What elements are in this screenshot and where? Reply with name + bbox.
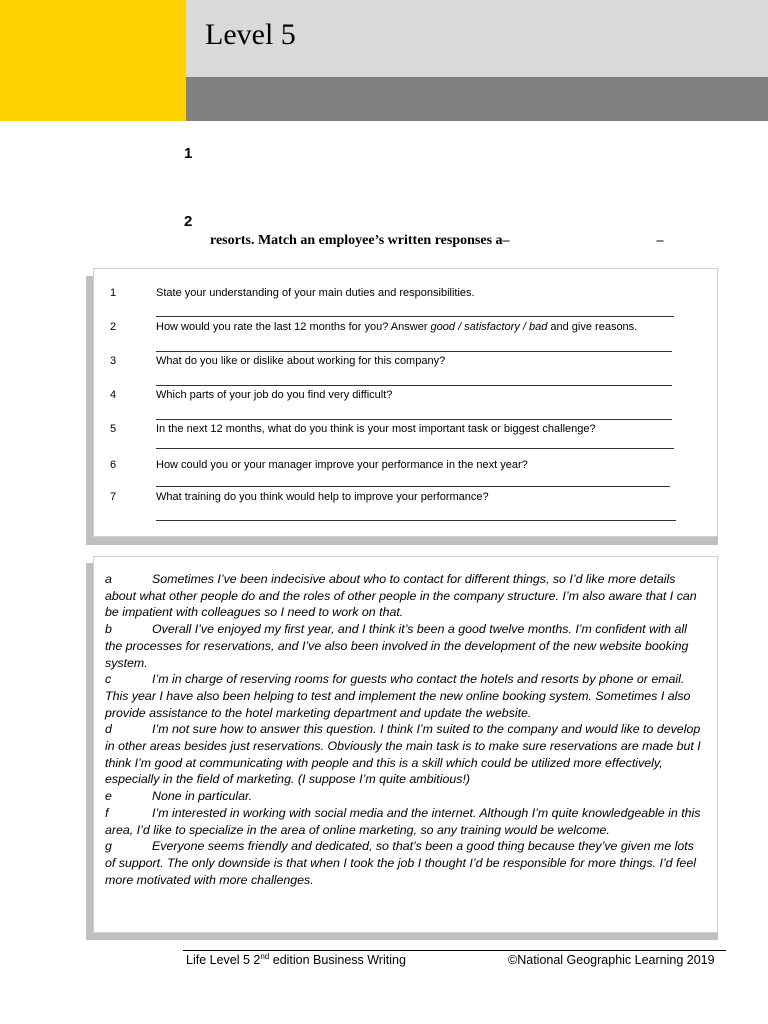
question-number: 5 <box>110 423 117 435</box>
response-text: I’m interested in working with social media and the internet. Although I’m quite knowledgeable in this area, I’d like to specialize in the area of online marketing, so any training would be welcome. <box>105 805 701 837</box>
response-letter: f <box>105 805 109 820</box>
question-number: 7 <box>110 491 117 503</box>
response-letter: b <box>105 622 112 637</box>
response-text: I’m in charge of reserving rooms for guests who contact the hotels and resorts by phone or email. This year I have also been helping to test and implement the new online booking system. Sometimes I also provide assistance to the hotel marketing department and update the website. <box>105 672 691 720</box>
response-text: Overall I’ve enjoyed my first year, and I think it’s been a good twelve months. I’m confident with all the processes for reservations, and I’ve also been involved in the development of the new website booking system. <box>105 622 689 670</box>
footer-divider <box>183 950 726 951</box>
question-text: What training do you think would help to improve your performance? <box>156 491 489 503</box>
question-number: 3 <box>110 355 117 367</box>
section-number-2: 2 <box>184 213 193 230</box>
footer-edition: Life Level 5 2nd edition Business Writing <box>186 951 406 967</box>
question-text: Which parts of your job do you find very difficult? <box>156 389 393 401</box>
responses-list <box>105 571 705 888</box>
response-text: None in particular. <box>152 789 253 804</box>
response-letter: c <box>105 672 112 687</box>
response-letter: g <box>105 839 112 854</box>
response-item <box>105 805 705 838</box>
answer-line <box>156 419 672 420</box>
answer-line <box>156 351 672 352</box>
response-letter: a <box>105 572 112 586</box>
question-number: 6 <box>110 459 117 471</box>
response-item <box>105 621 705 671</box>
footer-copyright: ©National Geographic Learning 2019 <box>508 953 715 967</box>
question-number: 4 <box>110 389 117 401</box>
question-number: 1 <box>110 287 117 299</box>
response-text: I’m not sure how to answer this question. I think I’m suited to the company and would like to develop in other areas besides just reservations. Obviously the main task is to make sure reservations are made but I think I’m good at communicating with people and this is a skill which could be utilized more effectively, especially in the field of marketing. (I suppose I’m quite ambitious!) <box>105 722 701 787</box>
answer-line <box>156 486 670 487</box>
answer-line <box>156 316 674 317</box>
responses-box <box>93 556 718 933</box>
question-text: How would you rate the last 12 months for you? Answer good / satisfactory / bad and give reasons. <box>156 321 638 333</box>
response-item <box>105 671 705 721</box>
response-item <box>105 788 705 805</box>
answer-line <box>156 520 676 521</box>
question-text: How could you or your manager improve your performance in the next year? <box>156 459 528 471</box>
answer-line <box>156 385 672 386</box>
response-letter: e <box>105 789 112 804</box>
question-text: In the next 12 months, what do you think is your most important task or biggest challenge? <box>156 423 596 435</box>
page-title: Level 5 <box>205 18 296 51</box>
question-text: State your understanding of your main duties and responsibilities. <box>156 287 475 299</box>
questions-box <box>93 268 718 537</box>
response-letter: d <box>105 722 112 737</box>
section-number-1: 1 <box>184 145 193 162</box>
question-number: 2 <box>110 321 117 333</box>
response-item <box>105 721 705 788</box>
section-2-instruction: resorts. Match an employee’s written responses a– – <box>210 233 664 248</box>
response-text: Sometimes I’ve been indecisive about who to contact for different things, so I’d like more details about what other people do and the roles of other people in the company structure. I’m also aware that I can be impatient with colleagues so I need to work on that. <box>105 572 697 620</box>
question-text: What do you like or dislike about working for this company? <box>156 355 446 367</box>
answer-line <box>156 448 674 449</box>
response-item <box>105 838 705 888</box>
response-text: Everyone seems friendly and dedicated, so that’s been a good thing because they’ve given me lots of support. The only downside is that when I took the job I thought I’d be responsible for more things. I’d feel more motivated with more challenges. <box>105 839 696 887</box>
header-accent-block <box>0 0 186 121</box>
response-item <box>105 571 705 621</box>
header-subband <box>186 77 768 121</box>
